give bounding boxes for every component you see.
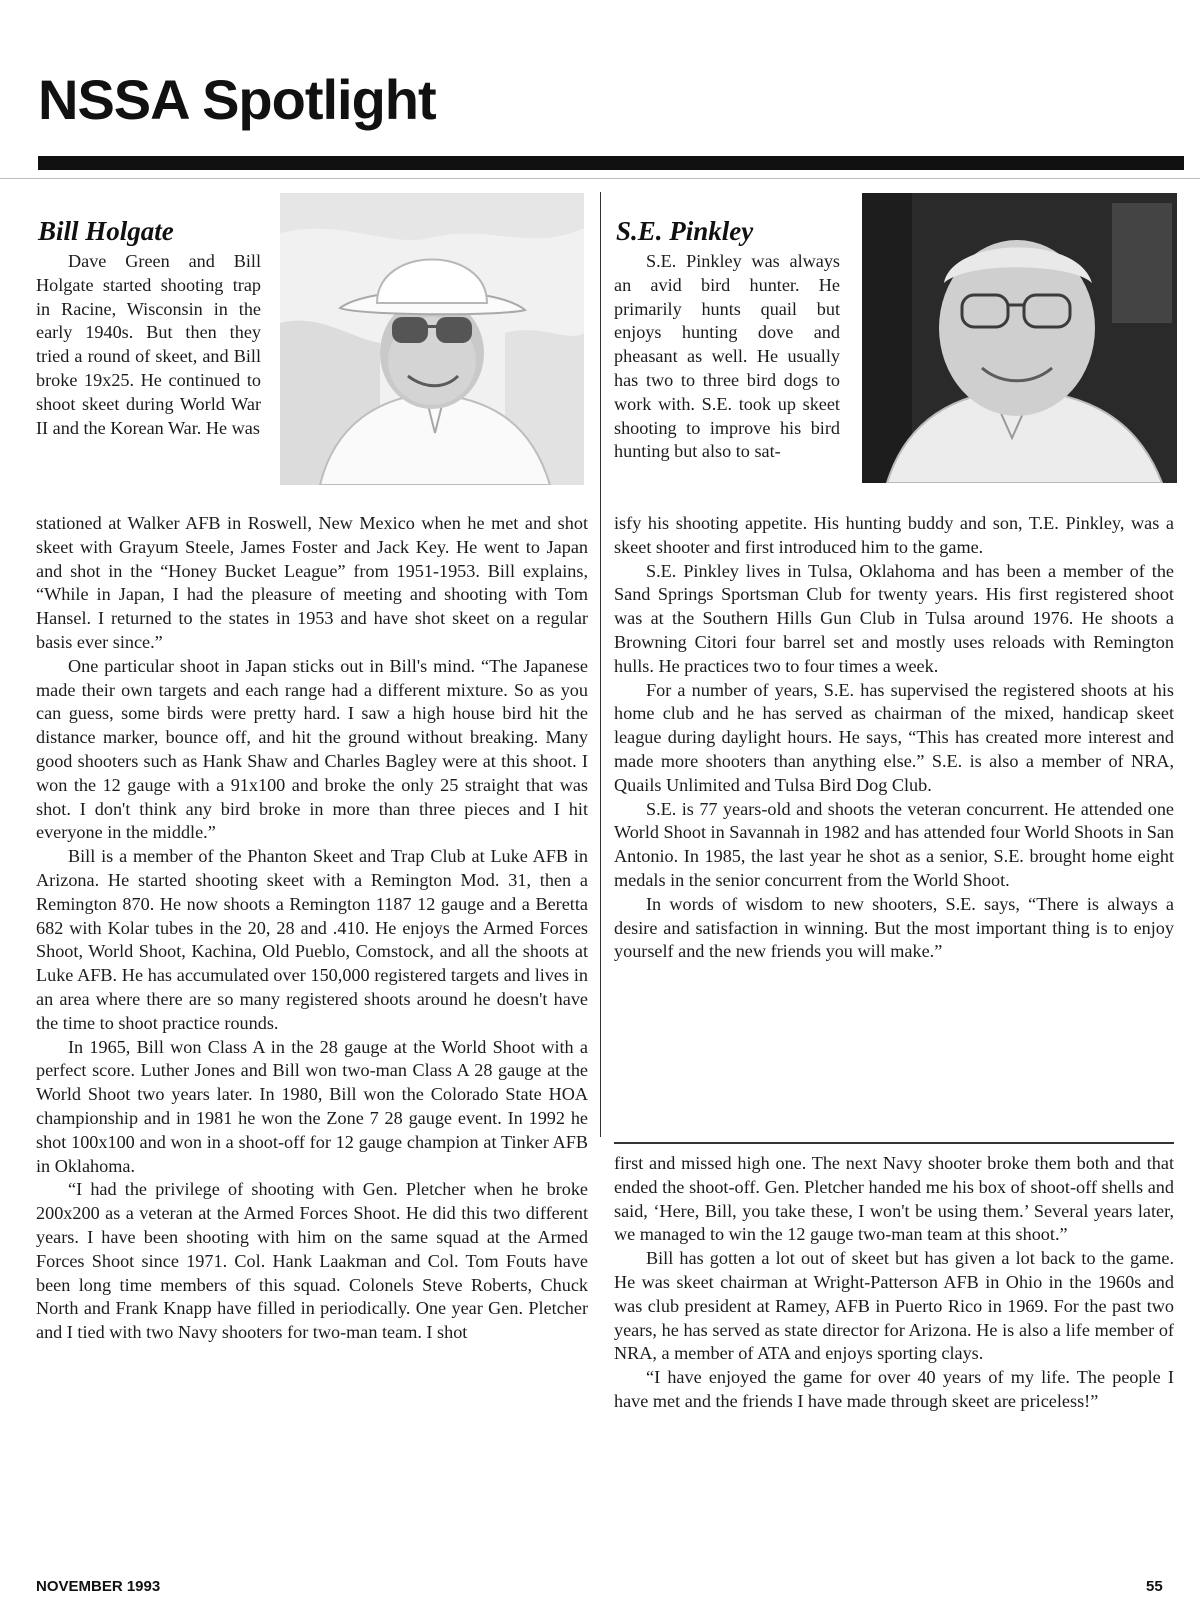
pinkley-intro [614,250,840,464]
header-rule [38,156,1184,170]
pinkley-intro-text: S.E. Pinkley was always an avid bird hunter. He primarily hunts quail but enjoys hunting dove and pheasant as well. He usually has two to three bird dogs to work with. S.E. took up skeet shooting to improve his bird hunting but also to sat- [614,251,840,462]
holgate-paragraph-2: One particular shoot in Japan sticks out in Bill's mind. “The Japanese made their own targets and each range had a different mixture. So as you can guess, some birds were pretty hard. I saw a high house bird hit the distance marker, bounce off, and hit the ground without breaking. Many good shooters such as Hank Shaw and Charles Bagley were at this shoot. I won the 12 gauge with a 91x100 and broke the only 25 straight that was shot. I don't think any bird broke in more than three pieces and I hit everyone in the middle.” [36,655,588,843]
column-divider [600,192,601,1137]
holgate-body [36,512,588,1345]
pinkley-paragraph-5: In words of wisdom to new shooters, S.E. says, “There is always a desire and satisfaction in winning. But the most important thing is to enjoy yourself and the new friends you will make.” [614,893,1174,962]
holgate-continuation-1: first and missed high one. The next Navy shooter broke them both and that ended the shoot-off. Gen. Pletcher handed me his box of shoot-off shells and said, ‘Here, Bill, you take these, I won't be using them.’ Several years later, we managed to win the 12 gauge two-man team at this shoot.” [614,1153,1174,1245]
pinkley-paragraph-2: S.E. Pinkley lives in Tulsa, Oklahoma and has been a member of the Sand Springs Sportsman Club for twenty years. His first registered shoot was at the Southern Hills Gun Club in Tulsa around 1976. He shoots a Browning Citori four barrel set and mostly uses reloads with Remington hulls. He practices two to four times a week. [614,560,1174,676]
page-title: NSSA Spotlight [38,68,436,131]
holgate-paragraph-3: Bill is a member of the Phanton Skeet and Trap Club at Luke AFB in Arizona. He started shooting skeet with a Remington Mod. 31, then a Remington 870. He now shoots a Remington 1187 12 gauge and a Beretta 682 with Kolar tubes in the 20, 28 and .410. He enjoys the Armed Forces Shoot, World Shoot, Kachina, Old Pueblo, Comstock, and all the shoots at Luke AFB. He has accumulated over 150,000 registered targets and lives in an area where there are so many registered shoots around he doesn't have the time to shoot practice rounds. [36,846,588,1033]
pinkley-photo [862,193,1177,483]
holgate-paragraph-4: In 1965, Bill won Class A in the 28 gauge at the World Shoot with a perfect score. Luther Jones and Bill won two-man Class A 28 gauge at the World Shoot two years later. In 1980, Bill won the Colorado State HOA championship and in 1981 he won the Zone 7 28 gauge event. In 1992 he shot 100x100 and won in a shoot-off for 12 gauge champion at Tinker AFB in Oklahoma. [36,1036,588,1176]
holgate-intro [36,250,261,440]
footer-page-number: 55 [1146,1578,1163,1595]
pinkley-body [614,512,1174,964]
pinkley-name: S.E. Pinkley [616,216,754,246]
holgate-continuation [614,1152,1174,1414]
header-thin-rule [0,178,1200,179]
holgate-intro-text: Dave Green and Bill Holgate started shooting trap in Racine, Wisconsin in the early 1940s. But then they tried a round of skeet, and Bill broke 19x25. He continued to shoot skeet during World War II and the Korean War. He was [36,251,261,438]
holgate-photo [280,193,584,485]
holgate-paragraph-1: stationed at Walker AFB in Roswell, New Mexico when he met and shot skeet with Grayum Steele, James Foster and Jack Key. He went to Japan and shot in the “Honey Bucket League” from 1951-1953. Bill explains, “While in Japan, I had the pleasure of meeting and shooting with Tom Hansel. I returned to the states in 1953 and have shot skeet on a regular basis ever since.” [36,513,588,652]
holgate-name: Bill Holgate [38,216,174,246]
holgate-paragraph-5: “I had the privilege of shooting with Gen. Pletcher when he broke 200x200 as a veteran at the Armed Forces Shoot. He did this two different years. I have been shooting with him on the same squad at the Armed Forces Shoot since 1971. Col. Hank Laakman and Col. Tom Fouts have been long time members of this squad. Colonels Steve Roberts, Chuck North and Frank Knapp have filled in periodically. One year Gen. Pletcher and I tied with two Navy shooters for two-man team. I shot [36,1179,588,1343]
footer-issue: NOVEMBER 1993 [36,1578,161,1595]
pinkley-paragraph-4: S.E. is 77 years-old and shoots the veteran concurrent. He attended one World Shoot in Savannah in 1982 and has attended four World Shoots in San Antonio. In 1985, the last year he shot as a senior, S.E. brought home eight medals in the senior concurrent from the World Shoot. [614,798,1174,890]
holgate-continuation-2: Bill has gotten a lot out of skeet but has given a lot back to the game. He was skeet chairman at Wright-Patterson AFB in Ohio in the 1960s and was club president at Ramey, AFB in Puerto Rico in 1969. For the past two years, he has served as state director for Arizona. He is also a life member of NRA, a member of ATA and enjoys sporting clays. [614,1248,1174,1364]
pinkley-paragraph-3: For a number of years, S.E. has supervised the registered shoots at his home club and he has served as chairman of the mixed, handicap skeet league during daylight hours. He says, “This has created more interest and made more shooters than anything else.” S.E. is also a member of NRA, Quails Unlimited and Tulsa Bird Dog Club. [614,679,1174,795]
section-divider [614,1142,1174,1144]
pinkley-paragraph-1: isfy his shooting appetite. His hunting buddy and son, T.E. Pinkley, was a skeet shooter and first introduced him to the game. [614,513,1174,557]
holgate-continuation-3: “I have enjoyed the game for over 40 years of my life. The people I have met and the friends I have made through skeet are priceless!” [614,1367,1174,1411]
